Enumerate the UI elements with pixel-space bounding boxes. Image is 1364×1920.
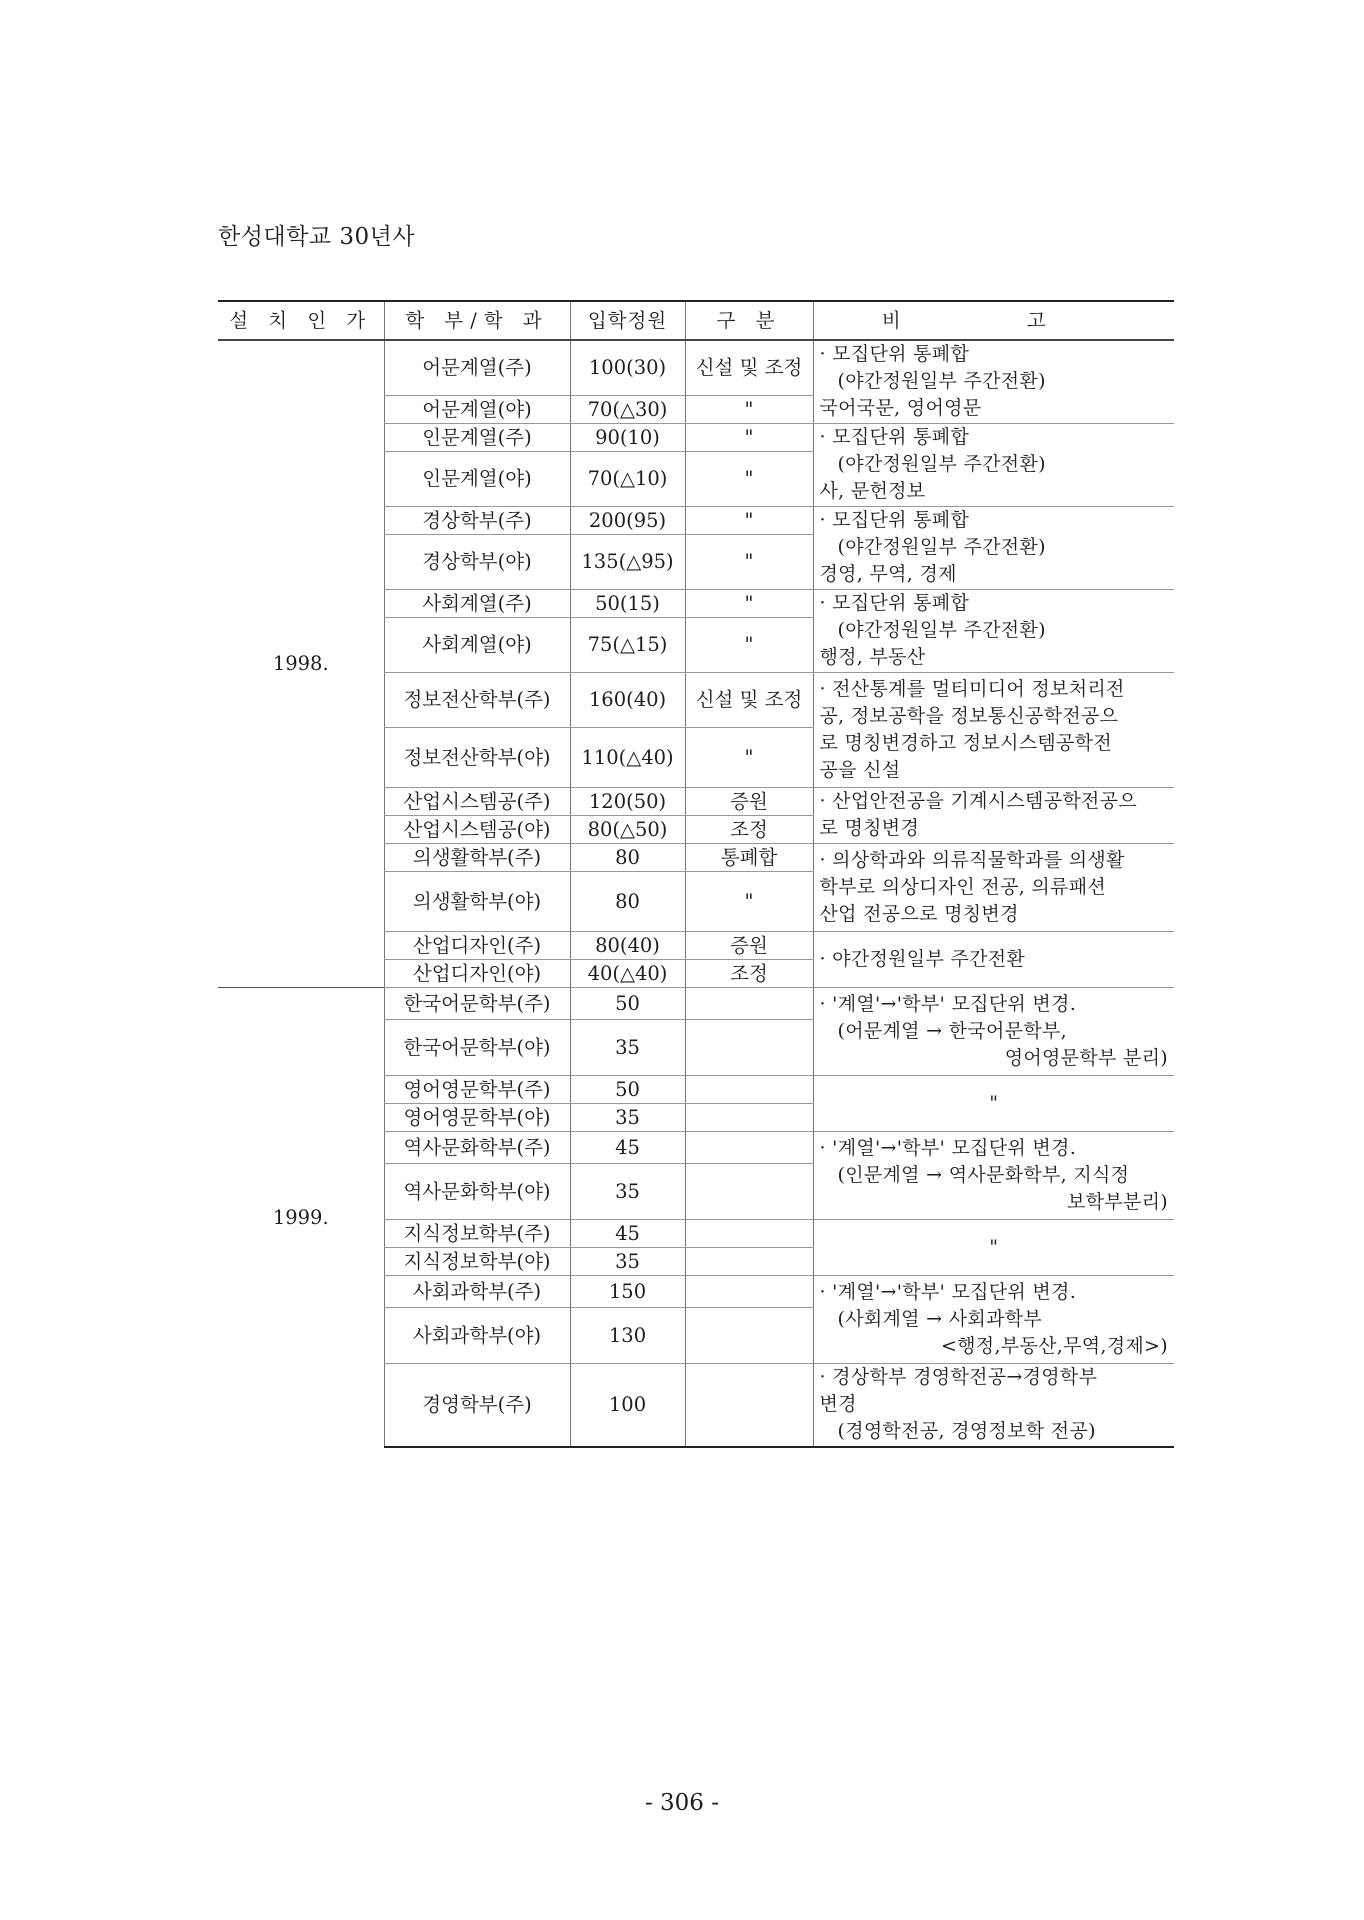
remarks-cell — [813, 987, 1174, 1075]
remarks-line: 학부로 의상디자인 전공, 의류패션 — [819, 875, 1107, 898]
remarks-cell — [813, 506, 1174, 589]
category-cell — [685, 1307, 813, 1363]
quota-cell: 120(50) — [570, 787, 685, 815]
category-cell — [685, 1247, 813, 1275]
remarks-cell — [813, 1363, 1174, 1447]
remarks-line: · 모집단위 통폐합 — [819, 343, 970, 366]
remarks-line: 영어영문학부 분리) — [1004, 1046, 1168, 1069]
remarks-cell — [813, 1075, 1174, 1131]
quota-cell: 35 — [570, 1103, 685, 1131]
approval-year: 1998. — [272, 652, 329, 676]
remarks-line: 국어국문, 영어영문 — [819, 397, 982, 420]
remarks-line: · '계열'→'학부' 모집단위 변경. — [819, 992, 1077, 1015]
quota-cell: 80(40) — [570, 931, 685, 959]
category-cell: 조정 — [685, 959, 813, 987]
quota-cell: 50(15) — [570, 589, 685, 617]
category-cell — [685, 1075, 813, 1103]
column-header: 설 치 인 가 — [218, 301, 384, 340]
remarks-cell — [813, 340, 1174, 423]
column-header: 구 분 — [685, 301, 813, 340]
quota-cell: 50 — [570, 987, 685, 1019]
quota-cell: 90(10) — [570, 423, 685, 451]
quota-cell: 70(△30) — [570, 395, 685, 423]
remarks-line: · 모집단위 통폐합 — [819, 509, 970, 531]
quota-cell: 45 — [570, 1131, 685, 1163]
enrollment-table — [218, 300, 1174, 1448]
remarks-line: <행정,부동산,무역,경제>) — [940, 1334, 1168, 1357]
category-cell — [685, 1019, 813, 1075]
department-cell: 지식정보학부(야) — [384, 1247, 570, 1275]
remarks-line: · 모집단위 통폐합 — [819, 426, 970, 448]
department-cell: 경상학부(야) — [384, 534, 570, 589]
remarks-line: · 전산통계를 멀티미디어 정보처리전 — [819, 677, 1125, 700]
table-row — [218, 340, 1174, 395]
quota-cell: 160(40) — [570, 672, 685, 727]
quota-cell: 80 — [570, 871, 685, 931]
remarks-line: (야간정원일부 주간전환) — [837, 536, 1046, 558]
remarks-line: (야간정원일부 주간전환) — [837, 619, 1046, 641]
column-header: 입학정원 — [570, 301, 685, 340]
department-cell: 사회계열(주) — [384, 589, 570, 617]
table-body — [218, 340, 1174, 1447]
quota-cell: 80 — [570, 843, 685, 871]
department-cell: 의생활학부(주) — [384, 843, 570, 871]
remarks-cell — [813, 931, 1174, 987]
remarks-cell — [813, 1219, 1174, 1275]
department-cell: 산업디자인(주) — [384, 931, 570, 959]
department-cell: 한국어문학부(주) — [384, 987, 570, 1019]
category-cell: " — [685, 871, 813, 931]
department-cell: 산업시스템공(야) — [384, 815, 570, 843]
remarks-cell — [813, 423, 1174, 506]
category-cell — [685, 1219, 813, 1247]
category-cell: " — [685, 395, 813, 423]
department-cell: 인문계열(야) — [384, 451, 570, 506]
category-cell: " — [685, 506, 813, 534]
department-cell: 어문계열(주) — [384, 340, 570, 395]
remarks-line: · 경상학부 경영학전공→경영학부 — [819, 1366, 1098, 1389]
quota-cell: 70(△10) — [570, 451, 685, 506]
department-cell: 산업디자인(야) — [384, 959, 570, 987]
department-cell: 사회계열(야) — [384, 617, 570, 672]
approval-year: 1999. — [218, 987, 384, 1447]
category-cell: 통폐합 — [685, 843, 813, 871]
department-cell: 역사문화학부(야) — [384, 1163, 570, 1219]
category-cell: 신설 및 조정 — [685, 672, 813, 727]
page-number: - 306 - — [644, 1790, 720, 1816]
running-title: 한성대학교 30년사 — [218, 224, 416, 250]
remarks-line: · 의상학과와 의류직물학과를 의생활 — [819, 848, 1125, 871]
department-cell: 정보전산학부(야) — [384, 727, 570, 787]
quota-cell: 100(30) — [570, 340, 685, 395]
remarks-line: " — [989, 1235, 999, 1258]
remarks-cell — [813, 1131, 1174, 1219]
category-cell — [685, 1163, 813, 1219]
quota-cell: 130 — [570, 1307, 685, 1363]
remarks-line: 로 명칭변경하고 정보시스템공학전 — [819, 731, 1112, 754]
department-cell: 정보전산학부(주) — [384, 672, 570, 727]
remarks-line: · 야간정원일부 주간전환 — [819, 947, 1026, 970]
department-cell: 인문계열(주) — [384, 423, 570, 451]
department-cell: 지식정보학부(주) — [384, 1219, 570, 1247]
category-cell — [685, 1103, 813, 1131]
department-cell: 산업시스템공(주) — [384, 787, 570, 815]
category-cell: " — [685, 589, 813, 617]
remarks-cell — [813, 843, 1174, 931]
column-header: 학 부/학 과 — [384, 301, 570, 340]
table-header — [218, 301, 1174, 340]
quota-cell: 35 — [570, 1019, 685, 1075]
category-cell: 신설 및 조정 — [685, 340, 813, 395]
department-cell: 역사문화학부(주) — [384, 1131, 570, 1163]
remarks-line: (인문계열 → 역사문화학부, 지식정 — [837, 1163, 1130, 1186]
remarks-cell — [813, 1275, 1174, 1363]
department-cell: 사회과학부(주) — [384, 1275, 570, 1307]
table-row — [218, 987, 1174, 1019]
quota-cell: 135(△95) — [570, 534, 685, 589]
category-cell: " — [685, 451, 813, 506]
quota-cell: 80(△50) — [570, 815, 685, 843]
quota-cell: 35 — [570, 1163, 685, 1219]
remarks-line: · '계열'→'학부' 모집단위 변경. — [819, 1280, 1077, 1303]
remarks-line: (야간정원일부 주간전환) — [837, 370, 1046, 393]
category-cell: " — [685, 617, 813, 672]
column-header: 비 고 — [813, 301, 1174, 340]
remarks-cell — [813, 589, 1174, 672]
quota-cell: 40(△40) — [570, 959, 685, 987]
category-cell: 조정 — [685, 815, 813, 843]
quota-cell: 45 — [570, 1219, 685, 1247]
quota-cell: 110(△40) — [570, 727, 685, 787]
department-cell: 영어영문학부(주) — [384, 1075, 570, 1103]
department-cell: 한국어문학부(야) — [384, 1019, 570, 1075]
remarks-line: 보학부분리) — [1067, 1190, 1168, 1213]
quota-cell: 150 — [570, 1275, 685, 1307]
remarks-line: 공을 신설 — [819, 758, 901, 781]
remarks-line: 공, 정보공학을 정보통신공학전공으 — [819, 704, 1119, 727]
category-cell: " — [685, 423, 813, 451]
quota-cell: 50 — [570, 1075, 685, 1103]
remarks-line: (경영학전공, 경영정보학 전공) — [837, 1420, 1096, 1443]
category-cell: " — [685, 727, 813, 787]
quota-cell: 200(95) — [570, 506, 685, 534]
remarks-line: " — [989, 1091, 999, 1114]
category-cell — [685, 1131, 813, 1163]
quota-cell: 100 — [570, 1363, 685, 1447]
department-cell: 영어영문학부(야) — [384, 1103, 570, 1131]
remarks-line: (야간정원일부 주간전환) — [837, 453, 1046, 475]
remarks-line: 행정, 부동산 — [819, 646, 926, 668]
department-cell: 사회과학부(야) — [384, 1307, 570, 1363]
remarks-line: · 산업안전공을 기계시스템공학전공으 — [819, 790, 1137, 812]
remarks-cell — [813, 672, 1174, 787]
department-cell: 경상학부(주) — [384, 506, 570, 534]
remarks-cell — [813, 787, 1174, 843]
quota-cell: 75(△15) — [570, 617, 685, 672]
remarks-line: · '계열'→'학부' 모집단위 변경. — [819, 1136, 1077, 1159]
remarks-line: 변경 — [819, 1393, 857, 1416]
category-cell — [685, 1275, 813, 1307]
remarks-line: (어문계열 → 한국어문학부, — [837, 1019, 1067, 1042]
category-cell: 증원 — [685, 931, 813, 959]
category-cell — [685, 987, 813, 1019]
category-cell: " — [685, 534, 813, 589]
remarks-line: (사회계열 → 사회과학부 — [837, 1307, 1042, 1330]
category-cell — [685, 1363, 813, 1447]
remarks-line: 사, 문헌정보 — [819, 480, 926, 502]
department-cell: 어문계열(야) — [384, 395, 570, 423]
remarks-line: · 모집단위 통폐합 — [819, 592, 970, 614]
remarks-line: 로 명칭변경 — [819, 817, 920, 839]
department-cell: 의생활학부(야) — [384, 871, 570, 931]
department-cell: 경영학부(주) — [384, 1363, 570, 1447]
category-cell: 증원 — [685, 787, 813, 815]
remarks-line: 산업 전공으로 명칭변경 — [819, 902, 1019, 925]
quota-cell: 35 — [570, 1247, 685, 1275]
remarks-line: 경영, 무역, 경제 — [819, 563, 957, 585]
